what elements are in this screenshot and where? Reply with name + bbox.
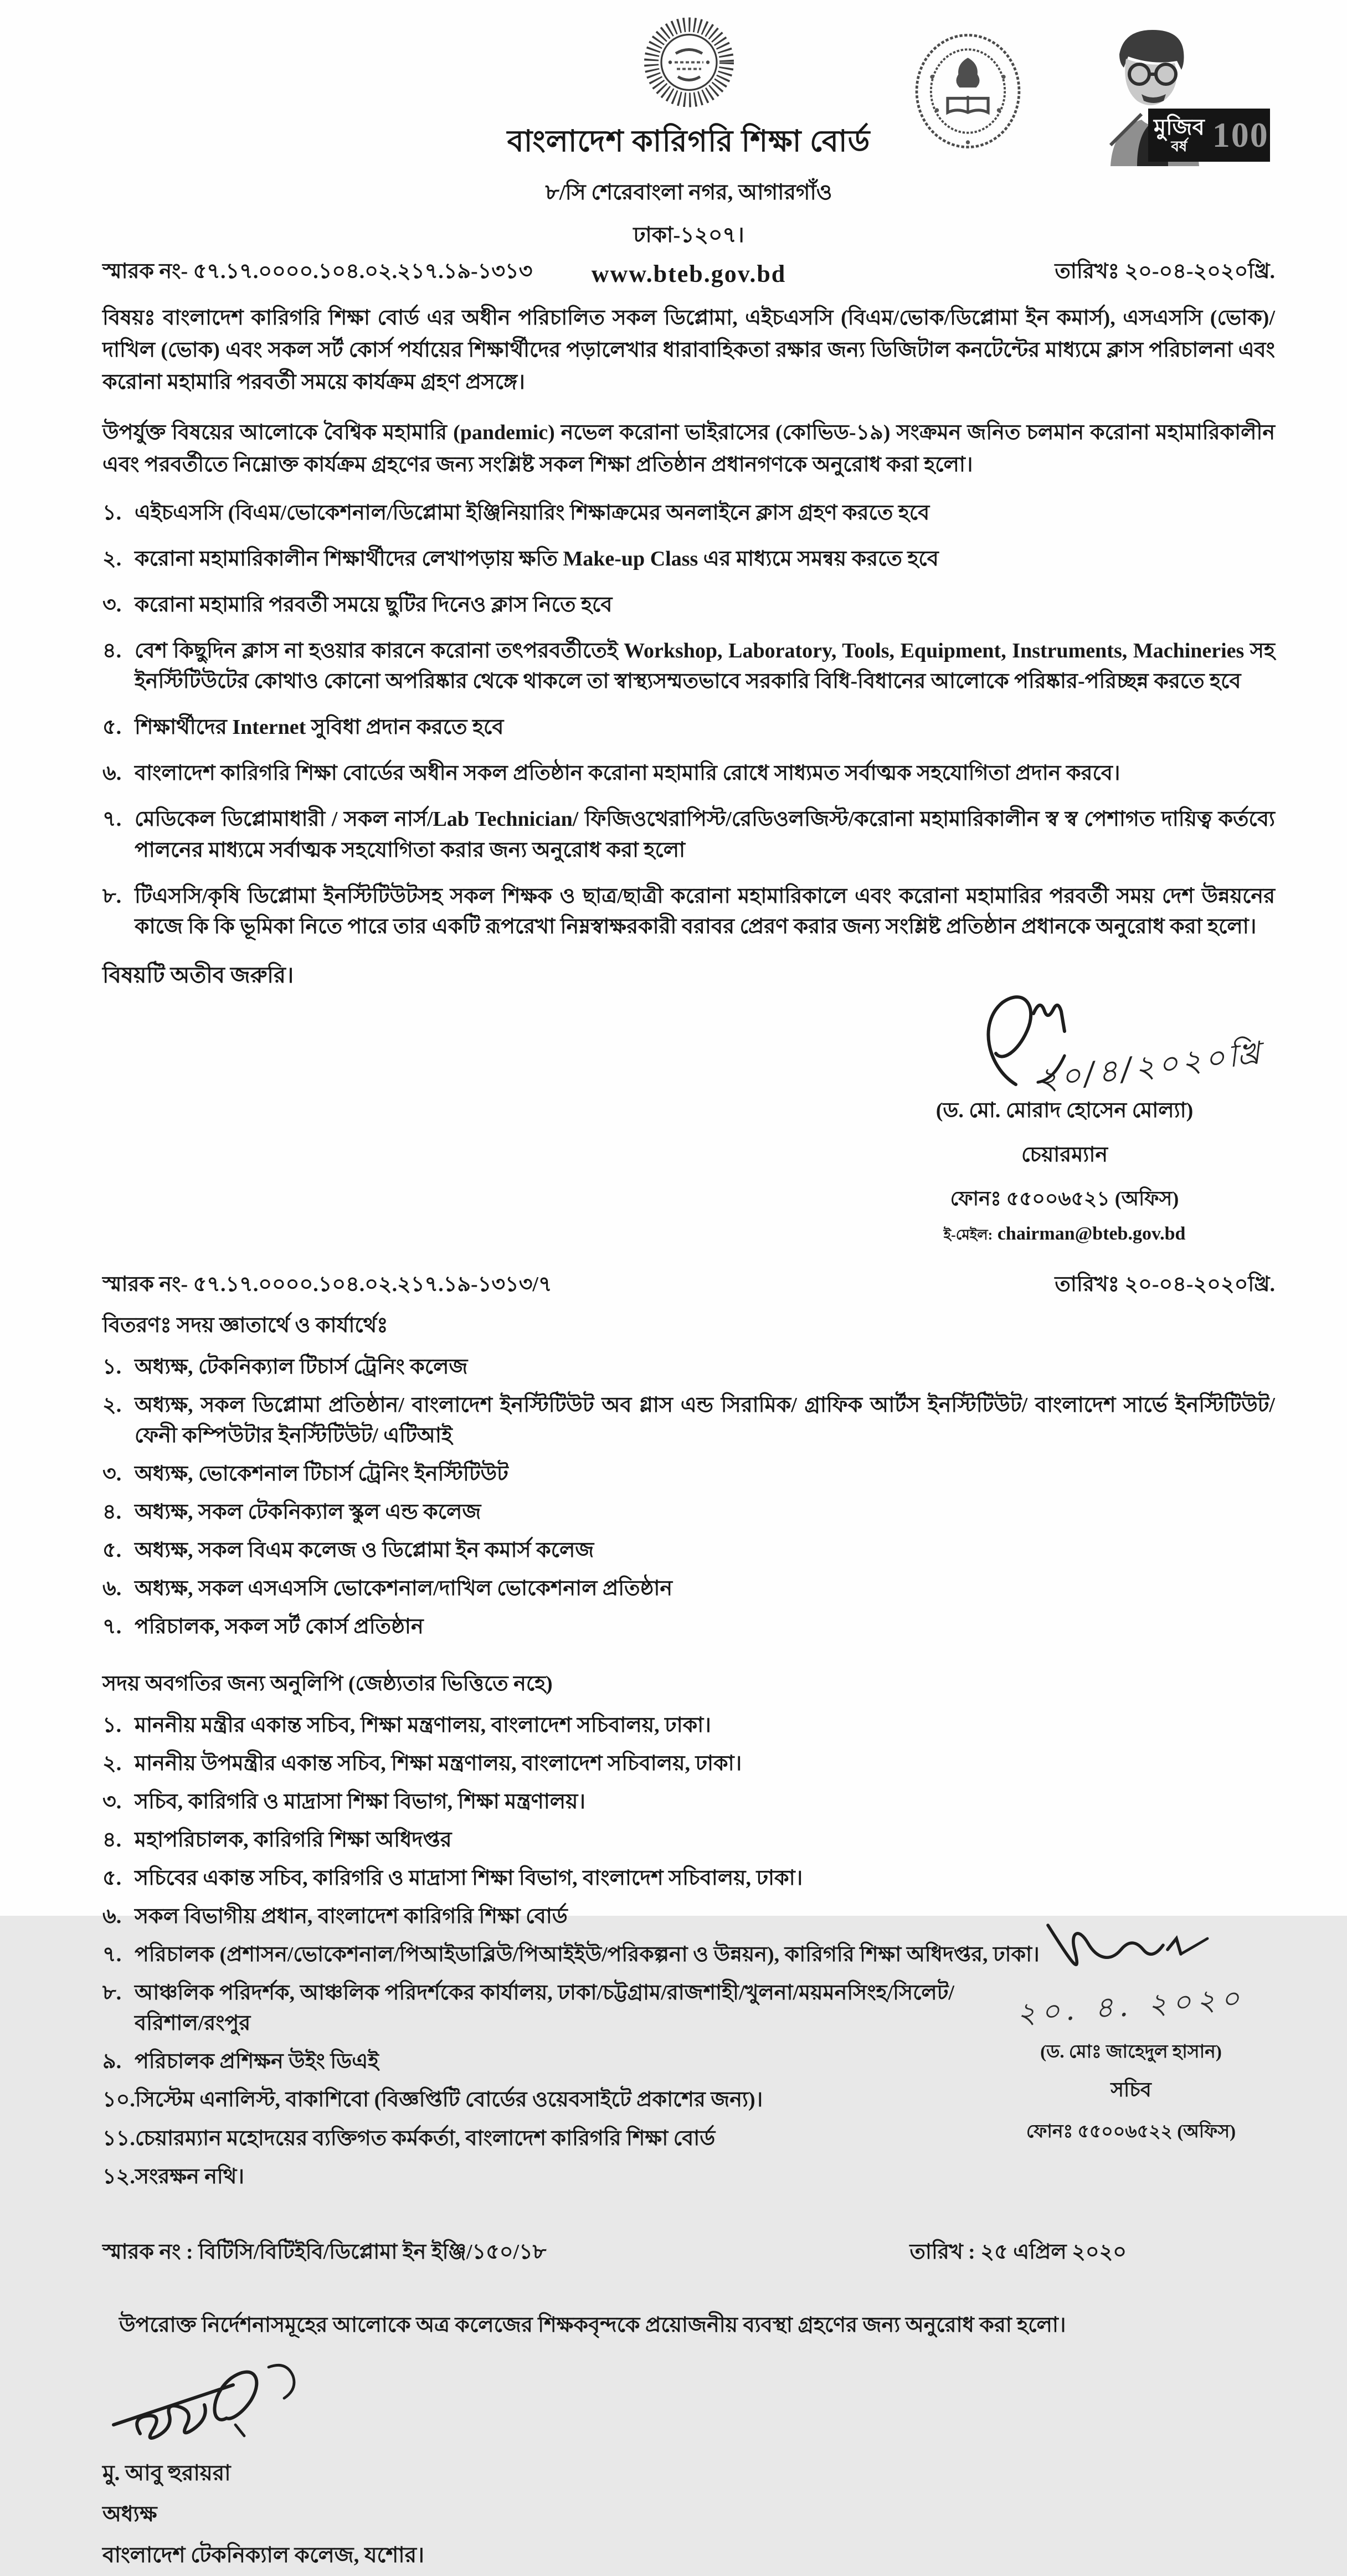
item-text: মাননীয় উপমন্ত্রীর একান্ত সচিব, শিক্ষা মন্ত্রণালয়, বাংলাদেশ সচিবালয়, ঢাকা। bbox=[135, 1751, 742, 1775]
item-number: ২. bbox=[102, 1751, 122, 1775]
item-text: বেশ কিছুদিন ক্লাস না হওয়ার কারনে করোনা তৎপরবর্তীতেই Workshop, Laboratory, Tools, Equipment, Instruments, Machineries সহ ইনস্টিটিউটের কোথাও কোনো অপরিষ্কার থেকে থাকলে তা স্বাস্থ্যসম্মতভাবে সরকারি বিধি-বিধানের আলোকে পরিষ্কার-পরিচ্ছন্ন করতে হবে bbox=[135, 639, 1275, 693]
closing-note: উপরোক্ত নির্দেশনাসমূহের আলোকে অত্র কলেজের শিক্ষকবৃন্দকে প্রয়োজনীয় ব্যবস্থা গ্রহণের জন্য অনুরোধ করা হলো। bbox=[119, 2313, 1066, 2337]
item-number: ৬. bbox=[102, 762, 122, 785]
memo1-number: স্মারক নং- ৫৭.১৭.০০০০.১০৪.০২.২১৭.১৯-১৩১৩ bbox=[102, 260, 533, 283]
secretary-phone: ফোনঃ ৫৫০০৬৫২২ (অফিস) bbox=[1026, 2121, 1236, 2142]
item-number: ১. bbox=[102, 1355, 122, 1379]
item-text: পরিচালক প্রশিক্ষন উইং ডিএই bbox=[135, 2050, 379, 2074]
copy-item bbox=[102, 1749, 1275, 1779]
distribution-item bbox=[102, 1459, 1275, 1489]
distribution-list bbox=[102, 1352, 1275, 1643]
item-text: সংরক্ষন নথি। bbox=[135, 2164, 244, 2188]
item-text: টিএসসি/কৃষি ডিপ্লোমা ইনস্টিটিউটসহ সকল শিক্ষক ও ছাত্র/ছাত্রী করোনা মহামারিকালে এবং করোনা মহামারির পরবর্তী সময় দেশ উন্নয়নের কাজে কি কি ভূমিকা নিতে পারে তার একটি রূপরেখা নিম্নস্বাক্ষরকারী বরাবর প্রেরণ করার জন্য সংশ্লিষ্ট প্রতিষ্ঠান প্রধানকে অনুরোধ করা হলো। bbox=[135, 884, 1275, 938]
urgent-note: বিষয়টি অতীব জরুরি। bbox=[102, 962, 294, 988]
secretary-signature-block bbox=[976, 1905, 1286, 2148]
org-city: ঢাকা-১২০৭। bbox=[633, 223, 744, 247]
memo3-date: তারিখ : ২৫ এপ্রিল ২০২০ bbox=[909, 2240, 1127, 2264]
secretary-handwritten-date: ২০. ৪. ২০২০ bbox=[1015, 1981, 1246, 2030]
item-text: সচিব, কারিগরি ও মাদ্রাসা শিক্ষা বিভাগ, শিক্ষা মন্ত্রণালয়। bbox=[135, 1790, 586, 1813]
chairman-email-line bbox=[854, 1223, 1275, 1248]
item-number: ৮. bbox=[102, 884, 122, 908]
chairman-email: chairman@bteb.gov.bd bbox=[997, 1223, 1186, 1244]
principal-signature-icon bbox=[102, 2356, 379, 2450]
distribution-item bbox=[102, 1535, 1275, 1566]
copy-item bbox=[102, 1863, 1275, 1894]
distribution-item bbox=[102, 1497, 1275, 1528]
item-text: অধ্যক্ষ, সকল ডিপ্লোমা প্রতিষ্ঠান/ বাংলাদেশ ইনস্টিটিউট অব গ্লাস এন্ড সিরামিক/ গ্রাফিক আর্টস ইনস্টিটিউট/ বাংলাদেশ সার্ভে ইনস্টিটিউট/ ফেনী কম্পিউটার ইনস্টিটিউট/ এটিআই bbox=[135, 1393, 1275, 1447]
item-text: অধ্যক্ষ, ভোকেশনাল টিচার্স ট্রেনিং ইনস্টিটিউট bbox=[135, 1462, 508, 1486]
org-website: www.bteb.gov.bd bbox=[591, 260, 786, 287]
item-text: সিস্টেম এনালিস্ট, বাকাশিবো (বিজ্ঞপ্তিটি বোর্ডের ওয়েবসাইটে প্রকাশের জন্য)। bbox=[135, 2088, 763, 2112]
item-text: সকল বিভাগীয় প্রধান, বাংলাদেশ কারিগরি শিক্ষা বোর্ড bbox=[135, 1905, 568, 1928]
email-label: ই-মেইল: bbox=[943, 1226, 993, 1243]
item-text: সচিবের একান্ত সচিব, কারিগরি ও মাদ্রাসা শিক্ষা বিভাগ, বাংলাদেশ সচিবালয়, ঢাকা। bbox=[135, 1866, 803, 1890]
item-text: মহাপরিচালক, কারিগরি শিক্ষা অধিদপ্তর bbox=[135, 1828, 452, 1852]
memo-row-2 bbox=[102, 1268, 1275, 1303]
directive-item bbox=[102, 712, 1275, 743]
copy-item bbox=[102, 1825, 1275, 1855]
item-number: ৭. bbox=[102, 808, 122, 831]
chairman-handwritten-date: ২০/৪/২০২০খ্রি bbox=[1035, 1035, 1266, 1098]
item-number: ১. bbox=[102, 501, 122, 525]
principal-org: বাংলাদেশ টেকনিক্যাল কলেজ, যশোর। bbox=[102, 2543, 424, 2567]
memo3-number: স্মারক নং : বিটিসি/বিটিইবি/ডিপ্লোমা ইন ইঞ্জি/১৫০/১৮ bbox=[102, 2240, 547, 2264]
item-text: মেডিকেল ডিপ্লোমাধারী / সকল নার্স/Lab Technician/ ফিজিওথেরাপিস্ট/রেডিওলজিস্ট/করোনা মহামারিকালীন স্ব স্ব পেশাগত দায়িত্ব কর্তব্যে পালনের মাধ্যমে সর্বাত্মক সহযোগিতা করার জন্য অনুরোধ করা হলো bbox=[135, 808, 1275, 862]
item-number: ৪. bbox=[102, 639, 122, 663]
distribution-item bbox=[102, 1612, 1275, 1642]
directive-item bbox=[102, 758, 1275, 789]
distribution-item bbox=[102, 1352, 1275, 1382]
item-number: ৩. bbox=[102, 1790, 122, 1813]
directives-list bbox=[102, 498, 1275, 942]
mujib-word: মুজিব bbox=[1154, 115, 1205, 140]
secretary-name: (ড. মোঃ জাহেদুল হাসান) bbox=[1040, 2042, 1222, 2062]
item-text: অধ্যক্ষ, টেকনিক্যাল টিচার্স ট্রেনিং কলেজ bbox=[135, 1355, 468, 1379]
copy-item bbox=[102, 1787, 1275, 1817]
secretary-title: সচিব bbox=[1110, 2078, 1151, 2101]
chairman-title: চেয়ারম্যান bbox=[1021, 1143, 1108, 1166]
distribution-heading: বিতরণঃ সদয় জ্ঞাতার্থে ও কার্যার্থেঃ bbox=[102, 1313, 388, 1337]
item-number: ৫. bbox=[102, 1539, 122, 1562]
item-text: চেয়ারম্যান মহোদয়ের ব্যক্তিগত কর্মকর্তা, বাংলাদেশ কারিগরি শিক্ষা বোর্ড bbox=[135, 2126, 716, 2150]
item-number: ৩. bbox=[102, 593, 122, 616]
item-text: অধ্যক্ষ, সকল এসএসসি ভোকেশনাল/দাখিল ভোকেশনাল প্রতিষ্ঠান bbox=[135, 1577, 673, 1601]
directive-item bbox=[102, 544, 1275, 574]
item-number: ১২. bbox=[102, 2164, 135, 2188]
memo1-date: তারিখঃ ২০-০৪-২০২০খ্রি. bbox=[1055, 260, 1275, 283]
subject-paragraph: বিষয়ঃ বাংলাদেশ কারিগরি শিক্ষা বোর্ড এর অধীন পরিচালিত সকল ডিপ্লোমা, এইচএসসি (বিএম/ভোক/ডিপ্লোমা ইন কমার্স), এসএসসি (ভোক)/দাখিল (ভোক) এবং সকল সর্ট কোর্স পর্যায়ের শিক্ষার্থীদের পড়ালেখার ধারাবাহিকতা রক্ষার জন্য ডিজিটাল কনটেন্টের মাধ্যমে ক্লাস পরিচালনা এবং করোনা মহামারি পরবর্তী সময়ে কার্যক্রম গ্রহণ প্রসঙ্গে। bbox=[102, 306, 1275, 394]
item-number: ১১. bbox=[102, 2126, 135, 2150]
chairman-name: (ড. মো. মোরাদ হোসেন মোল্যা) bbox=[935, 1098, 1194, 1122]
mujib-borsho-badge bbox=[1148, 109, 1270, 162]
item-number: ৬. bbox=[102, 1577, 122, 1601]
mujib-100-number: 100 bbox=[1212, 115, 1269, 155]
directive-item bbox=[102, 498, 1275, 528]
item-text: অধ্যক্ষ, সকল টেকনিক্যাল স্কুল এন্ড কলেজ bbox=[135, 1500, 481, 1524]
item-number: ৪. bbox=[102, 1500, 122, 1524]
copy-item bbox=[102, 1710, 1275, 1741]
item-text: মাননীয় মন্ত্রীর একান্ত সচিব, শিক্ষা মন্ত্রণালয়, বাংলাদেশ সচিবালয়, ঢাকা। bbox=[135, 1713, 711, 1737]
item-text: বাংলাদেশ কারিগরি শিক্ষা বোর্ডের অধীন সকল প্রতিষ্ঠান করোনা মহামারি রোধে সাধ্যমত সর্বাত্মক সহযোগিতা প্রদান করবে। bbox=[135, 762, 1120, 785]
item-text: আঞ্চলিক পরিদর্শক, আঞ্চলিক পরিদর্শকের কার্যালয়, ঢাকা/চট্টগ্রাম/রাজশাহী/খুলনা/ময়মনসিংহ/সিলেট/বরিশাল/রংপুর bbox=[135, 1981, 954, 2035]
copies-section bbox=[102, 1667, 1275, 2192]
distribution-item bbox=[102, 1390, 1275, 1451]
institution-seal-icon bbox=[908, 29, 1027, 153]
item-number: ৫. bbox=[102, 716, 122, 739]
item-text: করোনা মহামারিকালীন শিক্ষার্থীদের লেখাপড়ায় ক্ষতি Make-up Class এর মাধ্যমে সমন্বয় করতে হবে bbox=[135, 547, 939, 570]
chairman-signature-block bbox=[854, 989, 1275, 1248]
item-number: ৪. bbox=[102, 1828, 122, 1852]
copy-heading: সদয় অবগতির জন্য অনুলিপি (জেষ্ঠ্যতার ভিত্তিতে নহে) bbox=[102, 1672, 553, 1695]
memo-row-3 bbox=[102, 2235, 1275, 2271]
memo2-number: স্মারক নং- ৫৭.১৭.০০০০.১০৪.০২.২১৭.১৯-১৩১৩/৭ bbox=[102, 1272, 552, 1296]
item-text: পরিচালক (প্রশাসন/ভোকেশনাল/পিআইডাব্লিউ/পিআইইউ/পরিকল্পনা ও উন্নয়ন), কারিগরি শিক্ষা অধিদপ্তর, ঢাকা। bbox=[135, 1943, 1040, 1967]
item-text: এইচএসসি (বিএম/ভোকেশনাল/ডিপ্লোমা ইঞ্জিনিয়ারিং শিক্ষাক্রমের অনলাইনে ক্লাস গ্রহণ করতে হবে bbox=[135, 501, 930, 525]
item-text: করোনা মহামারি পরবর্তী সময়ে ছুটির দিনেও ক্লাস নিতে হবে bbox=[135, 593, 613, 616]
item-text: অধ্যক্ষ, সকল বিএম কলেজ ও ডিপ্লোমা ইন কমার্স কলেজ bbox=[135, 1539, 594, 1562]
mujib-borsho-100-logo bbox=[1077, 21, 1272, 166]
borsho-word: বর্ষ bbox=[1171, 138, 1187, 155]
org-name: বাংলাদেশ কারিগরি শিক্ষা বোর্ড bbox=[507, 125, 871, 158]
item-number: ৫. bbox=[102, 1866, 122, 1890]
directive-item bbox=[102, 881, 1275, 942]
item-number: ৭. bbox=[102, 1943, 122, 1967]
item-number: ৮. bbox=[102, 1981, 122, 2005]
principal-signature-block bbox=[102, 2356, 1275, 2576]
directive-item bbox=[102, 590, 1275, 620]
item-number: ১. bbox=[102, 1713, 122, 1737]
item-number: ২. bbox=[102, 1393, 122, 1417]
principal-title: অধ্যক্ষ bbox=[102, 2502, 157, 2526]
intro-paragraph: উপর্যুক্ত বিষয়ের আলোকে বৈশ্বিক মহামারি (pandemic) নভেল করোনা ভাইরাসের (কোভিড-১৯) সংক্রমন জনিত চলমান করোনা মহামারিকালীন এবং পরবর্তীতে নিম্নোক্ত কার্যক্রম গ্রহণের জন্য সংশ্লিষ্ট সকল শিক্ষা প্রতিষ্ঠান প্রধানগণকে অনুরোধ করা হলো। bbox=[102, 421, 1275, 476]
memo2-date: তারিখঃ ২০-০৪-২০২০খ্রি. bbox=[1055, 1272, 1275, 1296]
item-text: শিক্ষার্থীদের Internet সুবিধা প্রদান করতে হবে bbox=[135, 716, 504, 739]
item-number: ২. bbox=[102, 547, 122, 570]
directive-item bbox=[102, 636, 1275, 697]
item-number: ১০. bbox=[102, 2088, 135, 2112]
directive-item bbox=[102, 804, 1275, 865]
item-number: ৯. bbox=[102, 2050, 122, 2074]
chairman-phone: ফোনঃ ৫৫০০৬৫২১ (অফিস) bbox=[950, 1187, 1179, 1210]
principal-name: মু. আবু হুরায়রা bbox=[102, 2461, 231, 2485]
copy-item bbox=[102, 2162, 1275, 2192]
bteb-board-emblem-icon bbox=[634, 13, 744, 116]
distribution-item bbox=[102, 1574, 1275, 1604]
item-text: পরিচালক, সকল সর্ট কোর্স প্রতিষ্ঠান bbox=[135, 1615, 424, 1639]
item-number: ৩. bbox=[102, 1462, 122, 1486]
item-number: ৭. bbox=[102, 1615, 122, 1639]
item-number: ৬. bbox=[102, 1905, 122, 1928]
org-address: ৮/সি শেরেবাংলা নগর, আগারগাঁও bbox=[545, 181, 832, 204]
secretary-signature-icon bbox=[1015, 1905, 1247, 1988]
